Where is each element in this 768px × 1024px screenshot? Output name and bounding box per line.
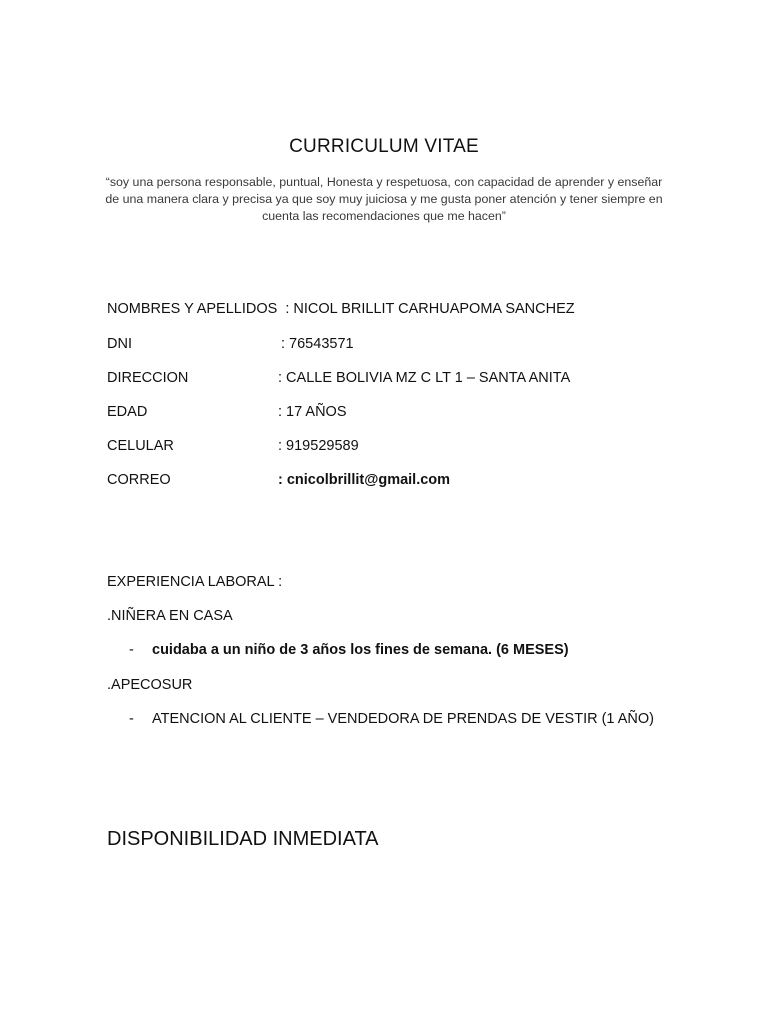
availability-heading: DISPONIBILIDAD INMEDIATA (107, 828, 379, 850)
bullet-dash: - (129, 642, 134, 658)
field-value: : 17 AÑOS (278, 404, 347, 420)
job-title: .NIÑERA EN CASA (107, 608, 233, 624)
field-value: : 919529589 (278, 438, 359, 454)
job-detail: cuidaba a un niño de 3 años los fines de semana. (6 MESES) (152, 642, 569, 658)
field-value: : CALLE BOLIVIA MZ C LT 1 – SANTA ANITA (278, 370, 571, 386)
field-label: CELULAR (107, 438, 174, 454)
job-detail: ATENCION AL CLIENTE – VENDEDORA DE PRENDAS DE VESTIR (1 AÑO) (152, 711, 654, 727)
field-label: DIRECCION (107, 370, 189, 386)
field-value: : NICOL BRILLIT CARHUAPOMA SANCHEZ (285, 301, 575, 317)
job-detail-item (129, 711, 654, 727)
field-correo (107, 472, 451, 488)
field-label: NOMBRES Y APELLIDOS (107, 301, 278, 317)
field-direccion (107, 370, 571, 386)
field-nombres (107, 301, 575, 317)
job-detail-item (129, 642, 569, 658)
experience-heading: EXPERIENCIA LABORAL : (107, 574, 283, 590)
field-celular (107, 438, 359, 454)
job-title: .APECOSUR (107, 677, 193, 693)
field-label: EDAD (107, 404, 148, 420)
bullet-dash: - (129, 711, 134, 727)
field-dni (107, 336, 354, 352)
field-value: : 76543571 (281, 336, 354, 352)
field-value: : cnicolbrillit@gmail.com (278, 472, 451, 488)
field-label: DNI (107, 336, 132, 352)
field-label: CORREO (107, 472, 171, 488)
field-edad (107, 404, 347, 420)
page-title: CURRICULUM VITAE (289, 136, 479, 157)
personal-statement: “soy una persona responsable, puntual, Honesta y respetuosa, con capacidad de aprender y enseñar de una manera clara y precisa ya que soy muy juiciosa y me gusta poner atención y tener siempre en cuenta las recomendaciones que me hacen” (105, 175, 663, 223)
